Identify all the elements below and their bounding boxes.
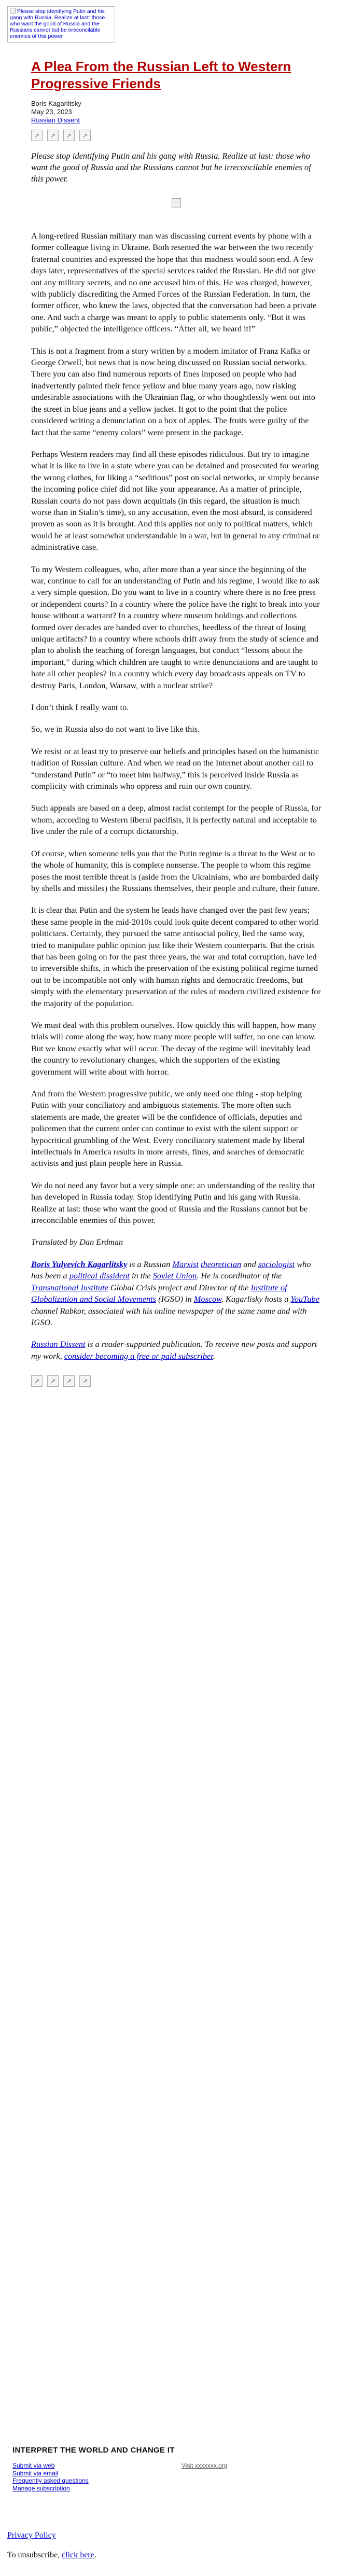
bio-text: in the	[129, 1271, 153, 1281]
bio-name-link[interactable]	[31, 1259, 127, 1269]
article	[31, 58, 322, 1388]
publication-link-footer[interactable]: Russian Dissent	[31, 1339, 86, 1349]
paragraph: We do not need any favor but a very simple one: an understanding of the reality that has developed in Russia today. Stop identifying Putin and his gang with Russia. Realize at last: those who want the good of Russia and the Russians cannot but be irreconcilable enemies of this power.	[31, 1180, 315, 1226]
article-title[interactable]: A Plea From the Russian Left to Western Progressive Friends	[31, 59, 291, 91]
footer-links	[12, 2462, 351, 2492]
share-icon[interactable]: ↗	[63, 130, 75, 141]
bio-link-marxist[interactable]: Marxist	[172, 1259, 199, 1269]
paragraph: Such appeals are based on a deep, almost racist contempt for the people of Russia, for whom, according to Western liberal pacifists, it is perfectly natural and acceptable to live under the rule of a corrupt dictatorship.	[31, 803, 322, 837]
share-icon[interactable]: ↗	[63, 1375, 75, 1387]
footer-title: INTERPRET THE WORLD AND CHANGE IT	[12, 2446, 175, 2455]
unsubscribe-link[interactable]: click here	[62, 2551, 94, 2559]
bio-text: Global Crisis project and Director of the	[108, 1282, 251, 1292]
publish-date: May 23, 2023	[31, 108, 72, 116]
article-subtitle: Please stop identifying Putin and his gang with Russia. Realize at last: those who want the good of Russia and the Russians cannot but be irreconcilable enemies of this power.	[31, 151, 311, 184]
privacy-row	[7, 2531, 56, 2540]
paragraph: I don’t think I really want to.	[31, 702, 129, 713]
unsubscribe-text-end: .	[94, 2551, 96, 2559]
paragraph: Perhaps Western readers may find all these episodes ridiculous. But try to imagine what it is like to live in a state where you can be detained and prosecuted for wearing the wrong clothes, for liking a “seditious” post on social networks, or simply because the incoming police chief did not like your appearance. As a matter of principle, Russian courts do not pass down acquittals (in this regard, the situation is much worse than in Stalin’s time), so any accusation, even the most absurd, is considered proven as soon as it is brought. And this applies not only to political matters, which would be at least somewhat understandable in a war, but in general to any criminal or administrative case.	[31, 449, 320, 552]
footer-col-right	[182, 2462, 351, 2492]
bio-text: is a Russian	[127, 1259, 173, 1269]
paragraph: To my Western colleagues, who, after more than a year since the beginning of the war, continue to call for an understanding of Putin and his regime, I would like to ask a very simple question. Do you want to live in a country where there is no free press or independent courts? In a country where the police have the right to break into your house without a warrant? In a country where museum holdings and collections formed over decades are handed over to churches, heedless of the threat of losing unique artifacts? In a country where schools drift away from the study of science and plan to abolish the teaching of foreign languages, but conduct “lessons about the important,” during which children are taught to write denunciations and are taught to hate all other peoples? In a country which every day broadcasts appeals on TV to destroy Paris, London, Warsaw, with a nuclear strike?	[31, 564, 320, 690]
translator-note: Translated by Dan Erdman	[31, 1237, 123, 1247]
bio-link-theoretician[interactable]: theoretician	[201, 1259, 242, 1269]
hero-image-icon[interactable]	[172, 198, 181, 207]
bio-link-moscow[interactable]: Moscow	[193, 1294, 221, 1304]
submit-email-link[interactable]: Submit via email	[12, 2469, 59, 2477]
bio-text: channel Rabkor, associated with his online newspaper of the same name and with IGSO.	[31, 1305, 307, 1327]
share-row-top	[31, 130, 322, 142]
submit-web-link[interactable]: Submit via web	[12, 2462, 55, 2469]
unsubscribe-row	[7, 2551, 96, 2560]
header-image-alt: Please stop identifying Putin and his gang with Russia. Realize at last: those who want the good of Russia and the Russians cannot but be irreconcilable enemies of this power	[10, 8, 105, 39]
share-icon[interactable]: ↗	[47, 1375, 59, 1387]
broken-image-icon	[10, 8, 16, 13]
bio-link-youtube[interactable]: YouTube	[290, 1294, 319, 1304]
author-name: Boris Kagarlitsky	[31, 100, 81, 107]
publication-link[interactable]: Russian Dissent	[31, 116, 80, 124]
bio-text: . He is coordinator of the	[197, 1271, 282, 1281]
paragraph: We must deal with this problem ourselves. How quickly this will happen, how many trials will come along the way, how many more people will suffer, no one can know. But we know exactly what will occur. The decay of the regime will inevitably lead the country to revolutionary changes, which the supporters of the existing government will write about with horror.	[31, 1020, 316, 1077]
paragraph: This is not a fragment from a story written by a modern imitator of Franz Kafka or George Orwell, but news that is now being discussed on Russian social networks. There you can also find numerous reports of fines imposed on people who had inadvertently painted their fence yellow and blue many years ago, now risking undesirable associations with the Ukrainian flag, or who thoughtlessly went out into the street in blue jeans and a yellow jacket. It got to the point that the police considered writing a denunciation on a box of apples. The fruits were guilty of the fact that the same “enemy colors” were present in the package.	[31, 345, 316, 437]
reader-note-text: .	[213, 1350, 215, 1361]
bio-link-igso[interactable]: Institute of Globalization and Social Movements	[31, 1282, 287, 1304]
bio-link-political-dissident[interactable]: political dissident	[69, 1271, 130, 1281]
paragraph: Of course, when someone tells you that the Putin regime is a threat to the West or to the whole of humanity, this is complete nonsense. The people to whom this regime poses the most terrible threat is (aside from the Ukrainians, who are bombarded daily by shells and missiles) the Russians themselves, their people and culture, their future.	[31, 848, 320, 893]
share-icon[interactable]: ↗	[31, 1375, 43, 1387]
bio-name: Boris Yulyevich Kagarlitsky	[31, 1259, 128, 1269]
share-icon[interactable]: ↗	[47, 130, 59, 141]
header-image[interactable]	[7, 6, 115, 43]
bio-link-sociologist[interactable]: sociologist	[258, 1259, 295, 1269]
footer-col-left	[12, 2462, 182, 2492]
faq-link[interactable]: Frequently asked questions	[12, 2477, 89, 2484]
bio-text: who has been a	[31, 1259, 311, 1281]
privacy-policy-link[interactable]: Privacy Policy	[7, 2531, 56, 2540]
reader-note-text: is a reader-supported publication. To receive new posts and support my work,	[31, 1339, 317, 1361]
unsubscribe-text: To unsubscribe,	[7, 2551, 62, 2559]
newsletter-footer	[12, 2446, 351, 2492]
manage-subscription-link[interactable]: Manage subscription	[12, 2484, 70, 2492]
subscribe-link[interactable]: consider becoming a free or paid subscriber	[64, 1350, 213, 1361]
share-row-bottom	[31, 1375, 322, 1388]
bio-link-transnational-institute[interactable]: Transnational Institute	[31, 1282, 108, 1292]
bio-text: (IGSO) in	[156, 1294, 194, 1304]
reader-supported-note	[31, 1339, 322, 1362]
paragraph: It is clear that Putin and the system he leads have changed over the past few years; these same people in the mid-2010s could look quite decent compared to other world politicians. Certainly, they pursued the same antisocial policy, lied the same way, tried to manipulate public opinion just like their Western counterparts. But the crisis that has been going on for the past three years, the war and total corruption, have led to irreversible shifts, in which the preservation of the existing political regime turned out to be incompatible not only with human rights and democratic freedoms, but simply with the elementary preservation of the rules of modern civilized existence for the majority of the population.	[31, 905, 321, 1008]
bio-text: and	[241, 1259, 258, 1269]
article-body	[31, 230, 322, 1248]
article-meta	[31, 100, 322, 124]
paragraph: We resist or at least try to preserve our beliefs and principles based on the humanistic tradition of Russian culture. And when we read on the Internet about another call to “understand Putin” or “to meet him halfway,” this is perceived inside Russia as complicity with criminals who oppress and ruin our own country.	[31, 746, 319, 791]
paragraph: And from the Western progressive public, we only need one thing - stop helping Putin with your conciliatory and ambiguous statements. The more often such statements are made, the greater will be the confidence of officials, deputies and policemen that the current order can continue to exist with the silent support or hypocritical grumbling of the West. Every conciliatory statement made by liberal intellectuals in America results in more arrests, fines, and searches of democratic activists and just plain people here in Russia.	[31, 1089, 305, 1168]
author-bio	[31, 1259, 322, 1328]
bio-text: . Kagarlisky hosts a	[221, 1294, 291, 1304]
share-icon[interactable]: ↗	[79, 1375, 91, 1387]
share-icon[interactable]: ↗	[79, 130, 91, 141]
paragraph: So, we in Russia also do not want to live like this.	[31, 724, 200, 734]
paragraph: A long-retired Russian military man was discussing current events by phone with a former colleague living in Ukraine. Both resented the war between the two recently fraternal countries and expressed the hope that this madness would soon end. A few days later, representatives of the special services raided the Russian. He did not give out any military secrets, and no one accused him of this. He was charged, however, with publicly discrediting the Armed Forces of the Russian Federation. In turn, the former officer, who knew the laws, objected that the conversation had been a private one. And such a charge was meant to apply to public statements only. “But it was public,” objected the intelligence officers. “After all, we heard it!”	[31, 231, 317, 334]
bio-link-soviet-union[interactable]: Soviet Union	[152, 1271, 197, 1281]
share-icon[interactable]: ↗	[31, 130, 43, 141]
visit-site-link[interactable]: Visit xxxxxxx.org	[182, 2462, 228, 2469]
